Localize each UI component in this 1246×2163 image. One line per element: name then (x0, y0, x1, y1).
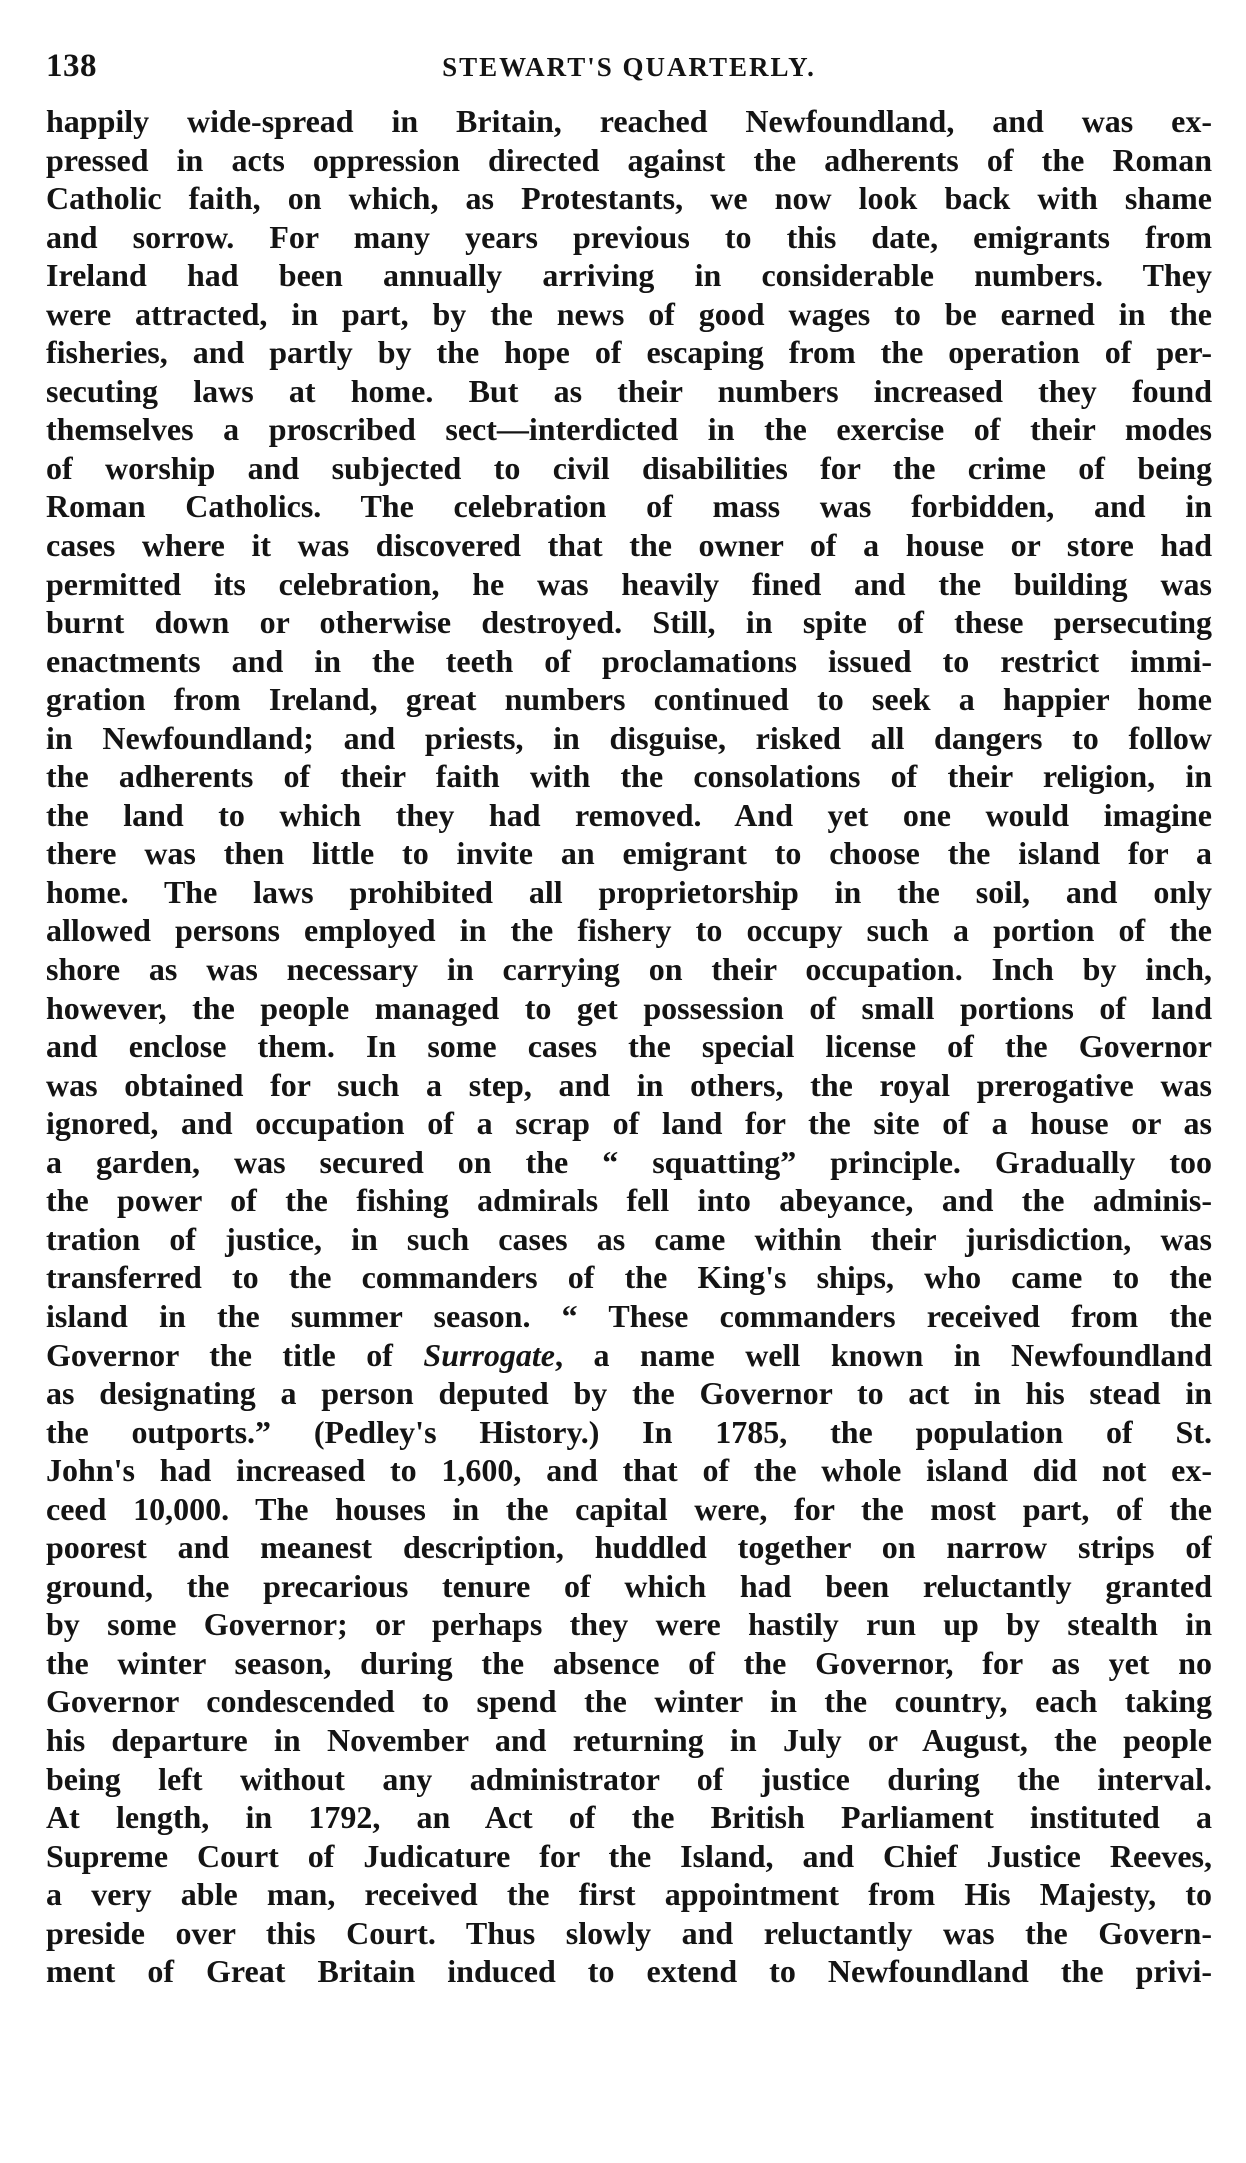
text-line: the land to which they had removed. And yet one would imagine (46, 796, 1212, 833)
page-number: 138 (46, 48, 97, 84)
text-line: by some Governor; or perhaps they were hastily run up by stealth in (46, 1606, 1212, 1643)
text-line: cases where it was discovered that the owner of a house or store had (46, 527, 1212, 564)
text-line: in Newfoundland; and priests, in disguise, risked all dangers to follow (46, 719, 1212, 756)
text-line: and sorrow. For many years previous to this date, emigrants from (46, 218, 1212, 255)
text-line: being left without any administrator of justice during the interval. (46, 1760, 1212, 1797)
text-line: the power of the fishing admirals fell into abeyance, and the adminis- (46, 1182, 1212, 1219)
text-line: island in the summer season. “ These commanders received from the (46, 1297, 1212, 1334)
text-line: gration from Ireland, great numbers continued to seek a happier home (46, 681, 1212, 718)
text-line: fisheries, and partly by the hope of escaping from the operation of per- (46, 334, 1212, 371)
text-line-surrogate (46, 1336, 1212, 1375)
text-line: pressed in acts oppression directed against the adherents of the Roman (46, 141, 1212, 178)
body-text (46, 102, 1212, 1991)
text-line: themselves a proscribed sect—interdicted in the exercise of their modes (46, 411, 1212, 448)
text-line: home. The laws prohibited all proprietorship in the soil, and only (46, 873, 1212, 910)
text-line: Supreme Court of Judicature for the Island, and Chief Justice Reeves, (46, 1837, 1212, 1874)
italic-term-surrogate: Surrogate (423, 1336, 555, 1373)
text-line: shore as was necessary in carrying on their occupation. Inch by inch, (46, 951, 1212, 988)
text-line: happily wide-spread in Britain, reached Newfoundland, and was ex- (46, 103, 1212, 139)
text-line: a very able man, received the first appointment from His Majesty, to (46, 1876, 1212, 1913)
text-line: poorest and meanest description, huddled together on narrow strips of (46, 1529, 1212, 1566)
text-line: there was then little to invite an emigrant to choose the island for a (46, 835, 1212, 872)
text-line: was obtained for such a step, and in others, the royal prerogative was (46, 1066, 1212, 1103)
text-line: a garden, was secured on the “ squatting” principle. Gradually too (46, 1143, 1212, 1180)
text-line: ignored, and occupation of a scrap of land for the site of a house or as (46, 1105, 1212, 1142)
text-line: ceed 10,000. The houses in the capital were, for the most part, of the (46, 1490, 1212, 1527)
text-line: as designating a person deputed by the Governor to act in his stead in (46, 1375, 1212, 1412)
text-line: were attracted, in part, by the news of good wages to be earned in the (46, 295, 1212, 332)
text-line: Roman Catholics. The celebration of mass was forbidden, and in (46, 488, 1212, 525)
text-line: ground, the precarious tenure of which had been reluctantly granted (46, 1567, 1212, 1604)
text-line: tration of justice, in such cases as came within their jurisdiction, was (46, 1220, 1212, 1257)
text-line: preside over this Court. Thus slowly and reluctantly was the Govern- (46, 1914, 1212, 1951)
text-line: allowed persons employed in the fishery to occupy such a portion of the (46, 912, 1212, 949)
text-line: permitted its celebration, he was heavily fined and the building was (46, 565, 1212, 602)
text-line: however, the people managed to get possession of small portions of land (46, 989, 1212, 1026)
text-line: the outports.” (Pedley's History.) In 1785, the population of St. (46, 1413, 1212, 1450)
text-line: and enclose them. In some cases the special license of the Governor (46, 1028, 1212, 1065)
text-line: Ireland had been annually arriving in considerable numbers. They (46, 257, 1212, 294)
text-line-end: , a name well known in Newfoundland (555, 1336, 1212, 1373)
text-line: the winter season, during the absence of the Governor, for as yet no (46, 1644, 1212, 1681)
text-line: At length, in 1792, an Act of the British Parliament instituted a (46, 1799, 1212, 1836)
text-line: of worship and subjected to civil disabilities for the crime of being (46, 449, 1212, 486)
text-line: his departure in November and returning in July or August, the people (46, 1721, 1212, 1758)
page (46, 30, 1212, 1991)
text-line: the adherents of their faith with the consolations of their religion, in (46, 758, 1212, 795)
text-line: ment of Great Britain induced to extend to Newfoundland the privi- (46, 1953, 1212, 1990)
text-line: enactments and in the teeth of proclamations issued to restrict immi- (46, 642, 1212, 679)
text-line: John's had increased to 1,600, and that of the whole island did not ex- (46, 1452, 1212, 1489)
text-line: secuting laws at home. But as their numbers increased they found (46, 372, 1212, 409)
text-line: burnt down or otherwise destroyed. Still, in spite of these persecuting (46, 604, 1212, 641)
text-line: Catholic faith, on which, as Protestants, we now look back with shame (46, 180, 1212, 217)
text-line: Governor condescended to spend the winter in the country, each taking (46, 1683, 1212, 1720)
text-line-start: Governor the title of (46, 1336, 424, 1373)
text-line: transferred to the commanders of the King's ships, who came to the (46, 1259, 1212, 1296)
journal-title: STEWART'S QUARTERLY. (442, 52, 816, 82)
running-head (46, 30, 1212, 90)
